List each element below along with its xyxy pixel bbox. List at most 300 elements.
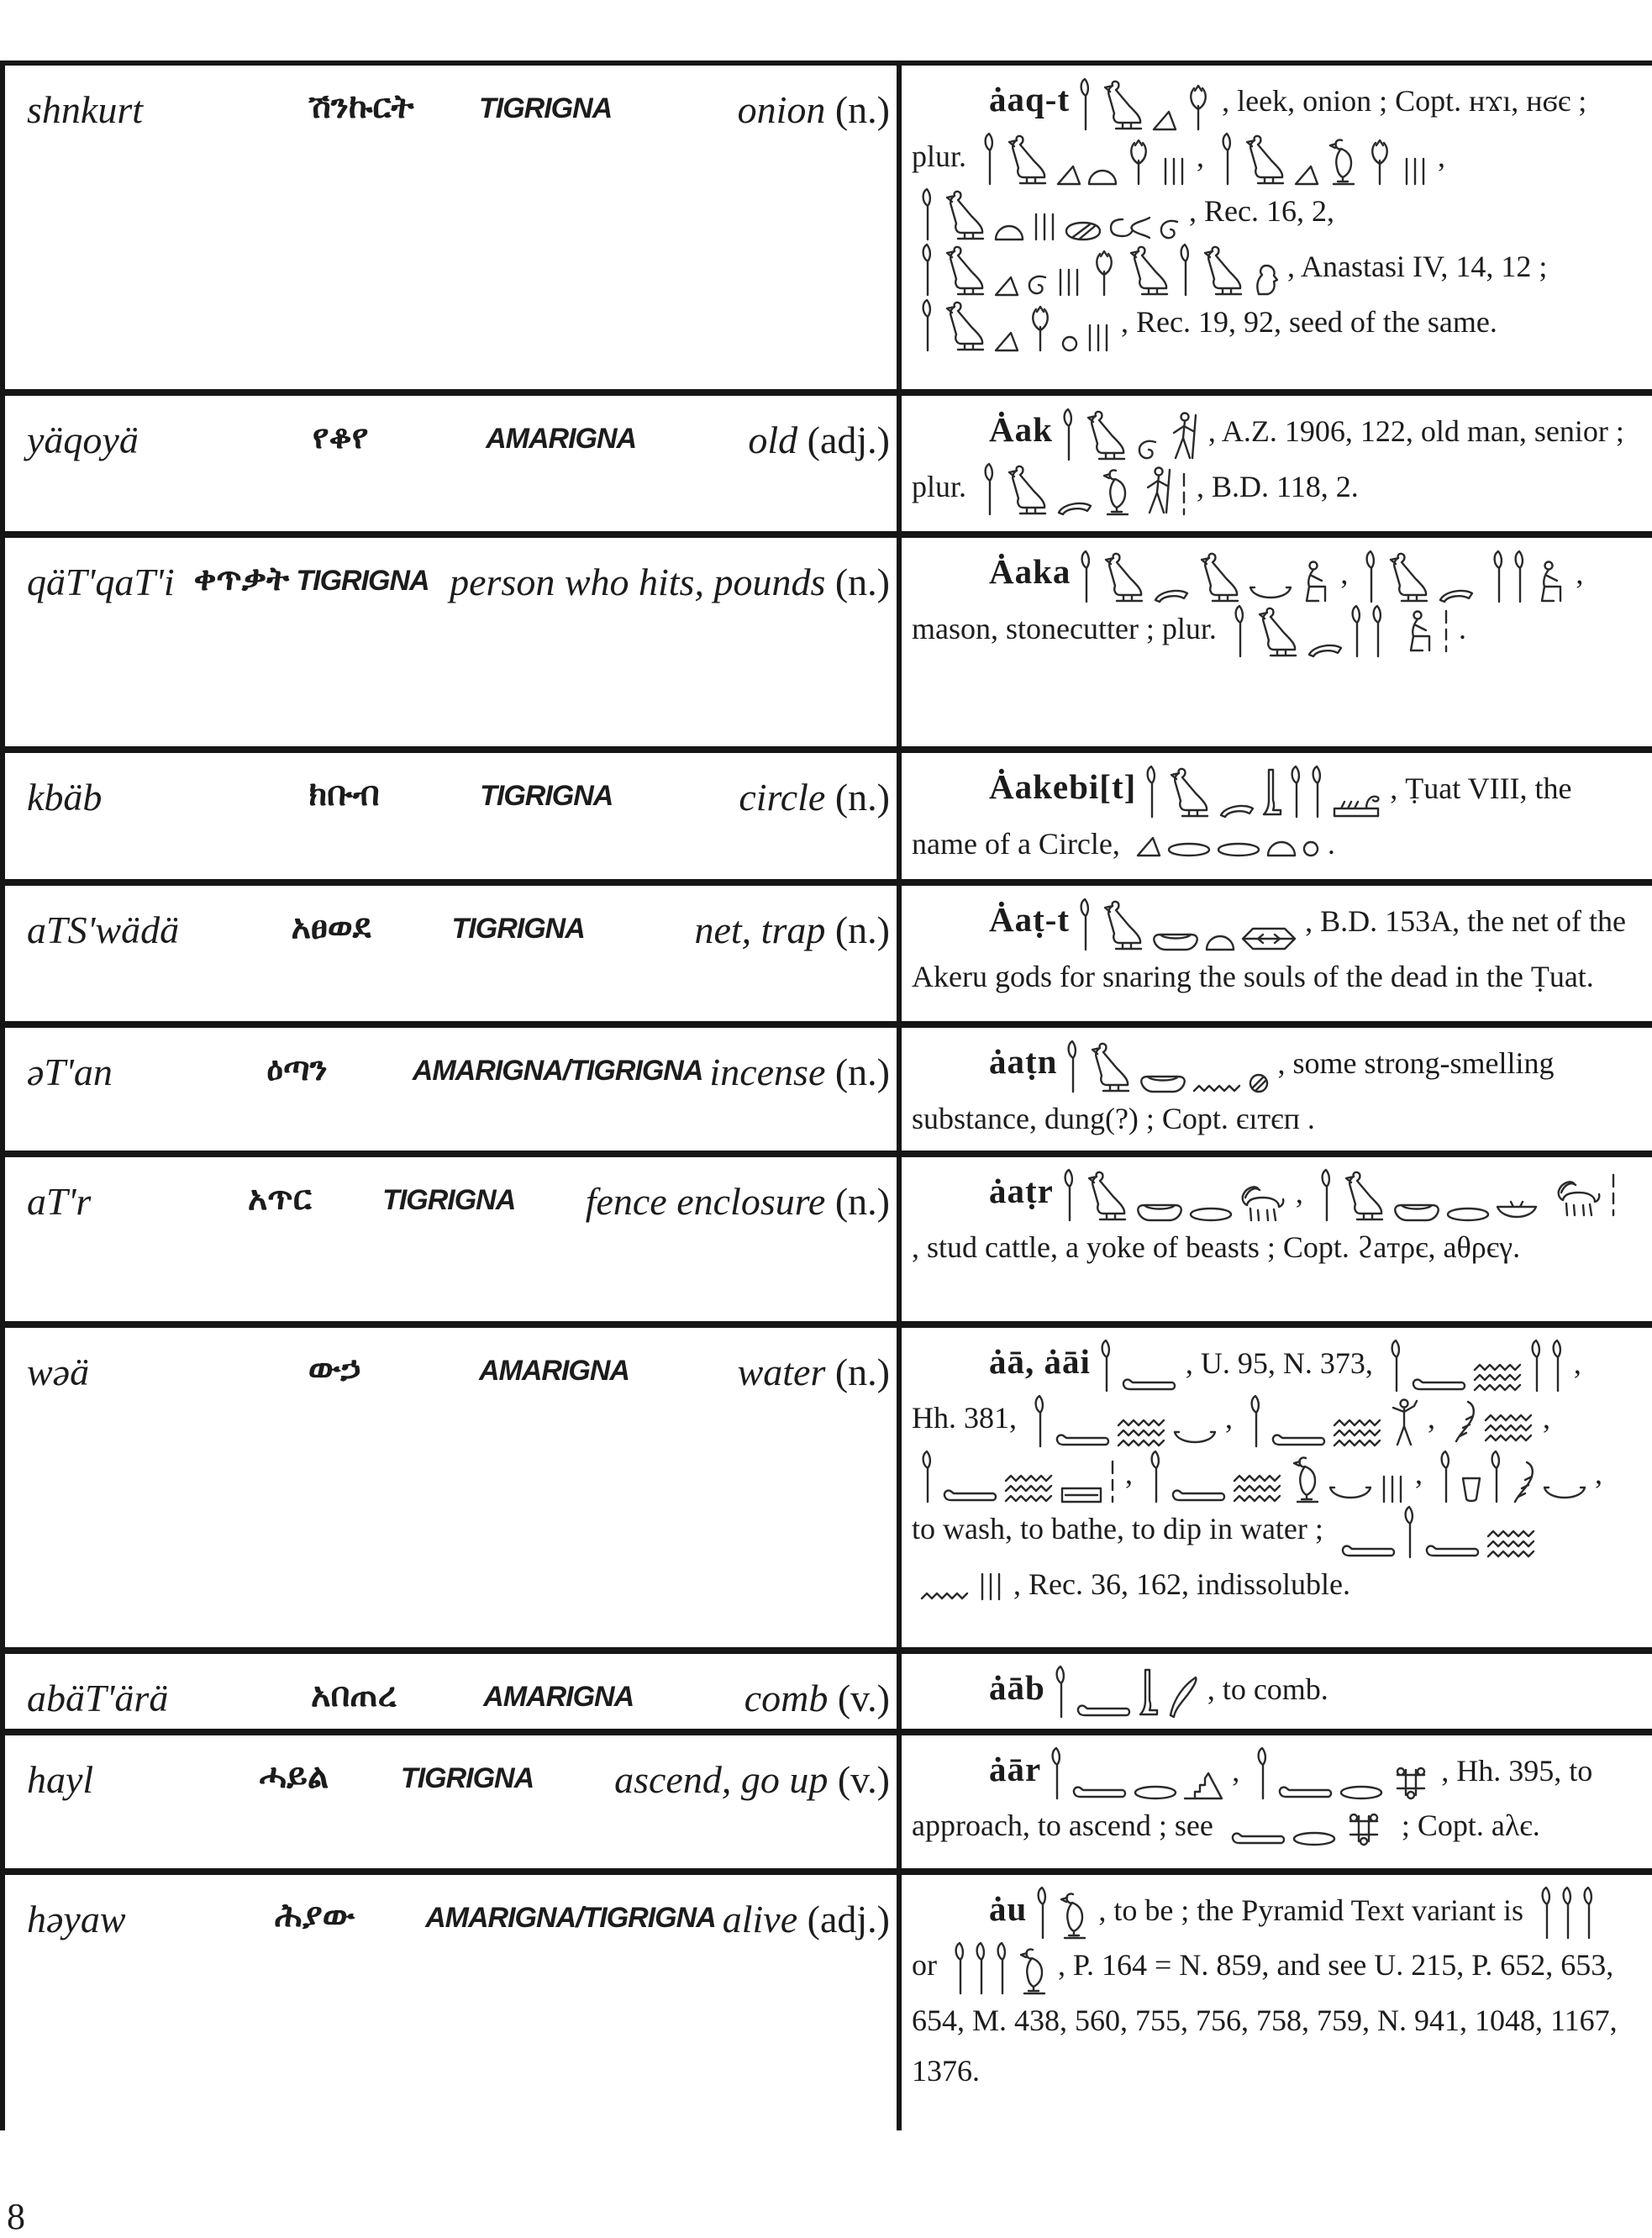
meaning-cell bbox=[450, 560, 890, 604]
meaning-cell bbox=[738, 1350, 890, 1394]
egyptian-entry-cell bbox=[902, 396, 1652, 531]
ethiopic-script: ሽንኩርት bbox=[308, 87, 414, 126]
glyph-arm-icon bbox=[1071, 1783, 1128, 1800]
entry-text: , Anastasi IV, 14, 12 ; bbox=[1287, 250, 1548, 284]
glyph-eagle-icon bbox=[1086, 1041, 1134, 1093]
hieroglyph-group bbox=[1079, 550, 1332, 603]
page-number: 8 bbox=[7, 2196, 25, 2237]
glyph-reed-icon bbox=[1513, 550, 1528, 603]
glyph-reed-icon bbox=[982, 132, 997, 186]
glyph-goat-icon bbox=[1239, 1185, 1287, 1222]
language-tag: TIGRIGNA bbox=[296, 565, 429, 597]
glyph-arm-icon bbox=[941, 1487, 998, 1503]
table-row bbox=[0, 61, 1652, 389]
entry-text: , bbox=[1295, 1175, 1311, 1209]
glyph-reed-icon bbox=[1078, 77, 1093, 131]
headword: hayl bbox=[27, 1757, 94, 1801]
egyptian-entry-cell bbox=[902, 1157, 1652, 1321]
meaning: water bbox=[737, 1350, 826, 1393]
glyph-reed-icon bbox=[1560, 1886, 1576, 1940]
glyph-chick-icon bbox=[1016, 1946, 1050, 1995]
glyph-wedge-icon bbox=[994, 330, 1019, 352]
egyptian-entry-cell bbox=[902, 538, 1652, 746]
glyph-arm-icon bbox=[1075, 1702, 1132, 1719]
glyph-strokes3-icon bbox=[976, 1572, 1005, 1601]
hieroglyph-group bbox=[1144, 765, 1381, 819]
part-of-speech: (n.) bbox=[834, 561, 890, 603]
meaning: incense bbox=[709, 1051, 826, 1093]
glyph-water3-icon bbox=[1117, 1418, 1167, 1448]
table-row bbox=[0, 746, 1652, 879]
hieroglyph-group bbox=[1439, 1450, 1586, 1503]
glyph-strokes1-icon bbox=[1609, 1173, 1618, 1217]
hieroglyph-group bbox=[1389, 1339, 1565, 1393]
glyph-loaf-icon bbox=[1205, 935, 1235, 951]
glyph-reed-icon bbox=[1233, 604, 1248, 658]
glyph-ball-icon bbox=[1249, 1073, 1269, 1093]
ethiopian-side bbox=[0, 1028, 902, 1151]
egyptian-lemma: ȧaṭn bbox=[989, 1042, 1058, 1081]
hieroglyph-group bbox=[1149, 1450, 1407, 1503]
glyph-curl-icon bbox=[1157, 218, 1181, 241]
glyph-basket-icon bbox=[1543, 1485, 1586, 1503]
glyph-leg-icon bbox=[1261, 768, 1283, 819]
glyph-oval-icon bbox=[1339, 1785, 1383, 1800]
table-row bbox=[0, 1729, 1652, 1868]
glyph-reed-icon bbox=[1079, 550, 1094, 603]
glyph-reed-icon bbox=[920, 298, 935, 352]
part-of-speech: (n.) bbox=[834, 1179, 890, 1223]
ethiopian-side bbox=[0, 1328, 902, 1647]
entry-text: , some strong-smelling substance, dung(?) ; Copt. єıтєп . bbox=[912, 1046, 1555, 1135]
table-row bbox=[0, 1321, 1652, 1647]
glyph-sickle-icon bbox=[1307, 641, 1344, 658]
glyph-chick-icon bbox=[1099, 467, 1133, 516]
ethiopic-script: ቀጥቃት bbox=[193, 560, 290, 598]
glyph-reed-icon bbox=[1149, 1450, 1164, 1503]
language-tag: TIGRIGNA bbox=[382, 1183, 516, 1216]
ethiopic-script: የቆየ bbox=[312, 418, 369, 456]
glyph-eagle-icon bbox=[1340, 1170, 1387, 1222]
egyptian-entry-cell bbox=[902, 886, 1652, 1021]
ethiopian-side bbox=[0, 1735, 902, 1868]
egyptian-lemma: ȧāb bbox=[989, 1667, 1045, 1707]
meaning: onion bbox=[737, 88, 826, 131]
meaning-cell bbox=[744, 1676, 890, 1720]
entry-text: , Hh. 381, bbox=[912, 1345, 1581, 1435]
language-tag: AMARIGNA/TIGRIGNA bbox=[425, 1901, 716, 1934]
glyph-oblong-icon bbox=[1393, 1203, 1440, 1222]
glyph-wedge-icon bbox=[1152, 109, 1177, 131]
entry-text: , B.D. 118, 2. bbox=[1197, 469, 1359, 503]
egyptian-entry-cell bbox=[902, 1875, 1652, 2130]
glyph-chick-icon bbox=[1056, 1891, 1090, 1940]
headword: kbäb bbox=[27, 776, 103, 819]
glyph-wedge-icon bbox=[994, 275, 1019, 297]
glyph-arm-icon bbox=[1120, 1376, 1177, 1393]
glyph-oval-icon bbox=[1134, 1785, 1177, 1800]
part-of-speech: (n.) bbox=[834, 776, 890, 819]
glyph-eagle-icon bbox=[1099, 79, 1146, 131]
table-row bbox=[0, 879, 1652, 1021]
ethiopian-side bbox=[0, 1875, 902, 2130]
glyph-strokes3-icon bbox=[1160, 157, 1188, 186]
headword: əT'an bbox=[27, 1051, 113, 1093]
part-of-speech: (v.) bbox=[837, 1676, 890, 1719]
hieroglyph-group bbox=[1078, 898, 1297, 951]
part-of-speech: (adj.) bbox=[807, 1897, 890, 1940]
table-row bbox=[0, 531, 1652, 746]
language-tag: TIGRIGNA bbox=[480, 780, 613, 812]
entry-text: , bbox=[1232, 1753, 1248, 1788]
language-tag: AMARIGNA bbox=[483, 1680, 634, 1713]
glyph-reed-icon bbox=[982, 462, 997, 516]
glyph-water3-icon bbox=[1484, 1413, 1534, 1443]
egyptian-lemma: Ȧakebi[t] bbox=[989, 767, 1137, 806]
dictionary-table bbox=[0, 61, 1652, 2130]
hieroglyph-group bbox=[1255, 1746, 1433, 1800]
egyptian-lemma: ȧu bbox=[989, 1888, 1028, 1928]
hieroglyph-group bbox=[1364, 550, 1475, 603]
glyph-leek-icon bbox=[1365, 139, 1395, 186]
glyph-reed-icon bbox=[953, 1941, 968, 1995]
glyph-loaf-icon bbox=[1266, 840, 1297, 857]
glyph-water3-icon bbox=[1473, 1362, 1523, 1393]
part-of-speech: (n.) bbox=[834, 88, 890, 131]
hieroglyph-group bbox=[1035, 1886, 1090, 1940]
entry-text: ; Copt. aλє. bbox=[1393, 1809, 1540, 1843]
table-row bbox=[0, 1021, 1652, 1151]
entry-text: , bbox=[1438, 139, 1446, 173]
hieroglyph-group bbox=[920, 243, 1279, 297]
entry-text: , to be ; the Pyramid Text variant is bbox=[1098, 1893, 1532, 1927]
glyph-reed-icon bbox=[1550, 1339, 1565, 1393]
glyph-reed-icon bbox=[1065, 1040, 1081, 1093]
glyph-eagle-icon bbox=[1083, 1170, 1130, 1222]
egyptian-lemma: Ȧak bbox=[989, 410, 1053, 449]
egyptian-lemma: Ȧaṭ-t bbox=[989, 900, 1071, 939]
glyph-reed-icon bbox=[1255, 1746, 1271, 1800]
hieroglyph-group bbox=[1062, 1168, 1287, 1222]
meaning-cell bbox=[694, 908, 890, 952]
meaning-cell bbox=[738, 87, 890, 132]
glyph-water3-icon bbox=[1233, 1473, 1283, 1503]
entry-text: , bbox=[1340, 556, 1356, 590]
glyph-reed-icon bbox=[1364, 550, 1379, 603]
entry-text: , Rec. 16, 2, bbox=[1189, 194, 1334, 229]
part-of-speech: (adj.) bbox=[807, 419, 890, 461]
glyph-reed-icon bbox=[1371, 604, 1386, 658]
glyph-eagle-icon bbox=[1099, 899, 1146, 951]
glyph-arm-icon bbox=[1339, 1542, 1397, 1559]
headword: wəä bbox=[27, 1350, 90, 1393]
table-row bbox=[0, 389, 1652, 531]
entry-text: . bbox=[1458, 611, 1466, 645]
language-tag: AMARIGNA bbox=[486, 423, 637, 455]
glyph-chick-icon bbox=[1325, 137, 1359, 186]
glyph-arm-icon bbox=[1229, 1830, 1286, 1846]
glyph-reed-icon bbox=[1033, 1394, 1048, 1448]
glyph-oval-icon bbox=[1189, 1207, 1233, 1222]
glyph-reed-icon bbox=[1078, 898, 1093, 951]
ethiopian-side bbox=[0, 1654, 902, 1729]
glyph-basket-icon bbox=[1249, 585, 1292, 603]
glyph-manstick-icon bbox=[1139, 466, 1174, 516]
entry-text: , Rec. 19, 92, seed of the same. bbox=[1121, 304, 1497, 339]
glyph-reed-icon bbox=[1492, 550, 1507, 603]
glyph-pool-icon bbox=[1060, 1487, 1102, 1503]
egyptian-lemma: ȧaq-t bbox=[989, 80, 1071, 118]
ethiopian-side bbox=[0, 396, 902, 531]
glyph-tusk-icon bbox=[1165, 1675, 1199, 1719]
meaning: alive bbox=[722, 1897, 798, 1940]
part-of-speech: (n.) bbox=[834, 1051, 890, 1093]
glyph-oval-icon bbox=[1292, 1831, 1336, 1846]
glyph-hornbowl-icon bbox=[1496, 1200, 1538, 1222]
glyph-eagle-icon bbox=[1003, 464, 1050, 516]
meaning-cell bbox=[614, 1757, 890, 1802]
entry-text: , to comb. bbox=[1207, 1672, 1328, 1706]
glyph-kneel-icon bbox=[1402, 609, 1436, 653]
hieroglyph-group bbox=[1339, 1505, 1537, 1559]
glyph-cake-icon bbox=[1065, 221, 1102, 241]
hieroglyph-group bbox=[982, 462, 1188, 516]
ethiopic-script: ክቡብ bbox=[308, 775, 380, 814]
ethiopic-script: አበጠረ bbox=[311, 1675, 397, 1714]
language-tag: AMARIGNA bbox=[479, 1354, 629, 1387]
language-tag: TIGRIGNA bbox=[400, 1761, 534, 1794]
glyph-leek-icon bbox=[1025, 305, 1055, 352]
glyph-arm-icon bbox=[1423, 1542, 1481, 1559]
part-of-speech: (n.) bbox=[834, 1350, 890, 1393]
glyph-person-icon bbox=[1389, 1398, 1419, 1448]
language-tag: TIGRIGNA bbox=[451, 913, 585, 945]
meaning-cell bbox=[739, 775, 890, 819]
entry-text: , Rec. 36, 162, indissoluble. bbox=[1013, 1567, 1350, 1601]
glyph-oval-icon bbox=[1167, 842, 1211, 857]
glyph-strokes1-icon bbox=[1180, 472, 1188, 516]
glyph-reed-icon bbox=[1581, 1886, 1597, 1940]
part-of-speech: (n.) bbox=[834, 908, 890, 951]
glyph-strokes3-icon bbox=[1401, 157, 1429, 186]
ethiopic-script: አፀወደ bbox=[291, 908, 371, 946]
glyph-leek-icon bbox=[1089, 250, 1119, 297]
glyph-stairs-icon bbox=[1389, 1765, 1433, 1800]
egyptian-entry-cell bbox=[902, 1328, 1652, 1647]
glyph-leg-icon bbox=[1138, 1668, 1160, 1719]
glyph-eagle-icon bbox=[941, 300, 988, 352]
glyph-reed-icon bbox=[1062, 1168, 1077, 1222]
glyph-leek-icon bbox=[1123, 139, 1154, 186]
glyph-reed-icon bbox=[1439, 1450, 1454, 1503]
glyph-reed-icon bbox=[1319, 1168, 1334, 1222]
glyph-reed-icon bbox=[1389, 1339, 1404, 1393]
glyph-oblong-icon bbox=[1139, 1075, 1186, 1093]
hieroglyph-group bbox=[1249, 1394, 1419, 1448]
entry-text: , Ṭuat VIII, the name of a Circle, bbox=[912, 771, 1572, 861]
hieroglyph-group bbox=[1061, 408, 1200, 461]
entry-text: , leek, onion ; Copt. ʜϫı, ʜϭє ; plur. bbox=[912, 84, 1587, 173]
entry-text: or bbox=[912, 1948, 944, 1983]
glyph-twist-icon bbox=[1510, 1460, 1537, 1503]
glyph-basket-icon bbox=[1173, 1430, 1217, 1448]
hieroglyph-group bbox=[1220, 132, 1429, 186]
ethiopic-script: ዕጣን bbox=[266, 1050, 328, 1088]
ethiopian-side bbox=[0, 1157, 902, 1321]
glyph-water3-icon bbox=[1004, 1473, 1055, 1503]
hieroglyph-group bbox=[1065, 1040, 1269, 1093]
glyph-circle-icon bbox=[1302, 840, 1319, 857]
glyph-reed-icon bbox=[1054, 1665, 1069, 1719]
meaning: comb bbox=[744, 1676, 829, 1719]
glyph-reed-icon bbox=[1310, 765, 1325, 819]
entry-body bbox=[912, 1346, 1602, 1601]
glyph-stairs-icon bbox=[1342, 1811, 1386, 1846]
meaning: ascend, go up bbox=[614, 1757, 829, 1801]
hieroglyph-group bbox=[1229, 1811, 1386, 1846]
meaning: person who hits, pounds bbox=[450, 561, 826, 603]
headword: shnkurt bbox=[27, 88, 143, 131]
headword: qäT'qaT'i bbox=[27, 561, 175, 603]
headword: aTS'wädä bbox=[27, 908, 180, 951]
glyph-sickle-icon bbox=[1153, 587, 1190, 603]
entry-text: , U. 95, N. 373, bbox=[1185, 1345, 1381, 1380]
glyph-reed-icon bbox=[920, 1450, 935, 1503]
language-tag: TIGRIGNA bbox=[479, 92, 613, 124]
glyph-reed-icon bbox=[1220, 132, 1235, 186]
table-row bbox=[0, 1151, 1652, 1321]
glyph-reed-icon bbox=[1061, 408, 1076, 461]
glyph-reed-icon bbox=[1529, 1339, 1544, 1393]
hieroglyph-group bbox=[920, 298, 1113, 352]
glyph-oblong-icon bbox=[1136, 1203, 1183, 1222]
hieroglyph-group bbox=[920, 187, 1181, 241]
glyph-rope-icon bbox=[1107, 214, 1151, 241]
glyph-eagle-icon bbox=[1165, 766, 1213, 819]
glyph-vase-icon bbox=[1460, 1477, 1483, 1503]
glyph-net-icon bbox=[1241, 926, 1297, 951]
meaning: circle bbox=[739, 776, 826, 819]
hieroglyph-group bbox=[1492, 550, 1567, 603]
glyph-reed-icon bbox=[974, 1941, 989, 1995]
entry-text: , bbox=[1428, 1401, 1443, 1435]
egyptian-entry-cell bbox=[902, 753, 1652, 879]
egyptian-lemma: ȧaṭr bbox=[989, 1171, 1054, 1210]
entry-text: , A.Z. 1906, 122, old man, senior ; plur. bbox=[912, 414, 1624, 503]
meaning-cell bbox=[709, 1050, 890, 1094]
hieroglyph-group bbox=[1451, 1399, 1534, 1443]
glyph-loaf-icon bbox=[1087, 169, 1118, 186]
glyph-wedge-icon bbox=[1136, 835, 1161, 857]
glyph-oval-icon bbox=[1217, 842, 1260, 857]
glyph-leek-icon bbox=[1183, 84, 1213, 131]
table-row bbox=[0, 1647, 1652, 1729]
hieroglyph-group bbox=[1050, 1746, 1223, 1800]
entry-body bbox=[1045, 1672, 1328, 1706]
glyph-reed-icon bbox=[1489, 1450, 1504, 1503]
meaning: fence enclosure bbox=[585, 1179, 826, 1223]
entry-body bbox=[912, 84, 1586, 339]
hieroglyph-group bbox=[920, 1450, 1117, 1503]
hieroglyph-group bbox=[982, 132, 1188, 186]
glyph-sickle-icon bbox=[1438, 587, 1475, 603]
glyph-eagle-icon bbox=[1241, 134, 1288, 186]
entry-text: , bbox=[1125, 1456, 1140, 1491]
glyph-oblong-icon bbox=[1152, 933, 1199, 951]
entry-text: , P. 164 = N. 859, and see U. 215, P. 652, 653, 654, M. 438, 560, 755, 756, 758, 759, N. 941, 1048, 1167, 1376. bbox=[912, 1948, 1618, 2088]
meaning: old bbox=[748, 419, 798, 461]
egyptian-entry-cell bbox=[902, 1735, 1652, 1868]
glyph-loaf-icon bbox=[994, 224, 1024, 241]
egyptian-lemma: Ȧaka bbox=[989, 552, 1071, 591]
glyph-arm-icon bbox=[1054, 1431, 1111, 1448]
glyph-eagle-icon bbox=[1196, 551, 1243, 603]
glyph-water3-icon bbox=[1486, 1529, 1537, 1559]
hieroglyph-group bbox=[1136, 835, 1319, 857]
entry-text: , to wash, to bathe, to dip in water ; bbox=[912, 1456, 1602, 1546]
glyph-strokes1-icon bbox=[1442, 609, 1450, 653]
glyph-reed-icon bbox=[1050, 1746, 1065, 1800]
glyph-head-icon bbox=[1252, 263, 1279, 297]
glyph-water3-icon bbox=[1333, 1418, 1383, 1448]
glyph-stand-icon bbox=[1331, 792, 1381, 819]
glyph-arm-icon bbox=[1410, 1376, 1467, 1393]
hieroglyph-group bbox=[1099, 1339, 1177, 1393]
glyph-water-icon bbox=[920, 1591, 971, 1601]
language-tag: AMARIGNA/TIGRIGNA bbox=[412, 1055, 703, 1087]
hieroglyph-group bbox=[1319, 1168, 1538, 1222]
entry-text: , bbox=[1197, 139, 1213, 173]
headword: aT'r bbox=[27, 1179, 92, 1223]
glyph-goat-icon bbox=[1555, 1180, 1603, 1217]
headword: abäT'ärä bbox=[27, 1676, 169, 1719]
ethiopian-side bbox=[0, 66, 902, 389]
egyptian-entry-cell bbox=[902, 1028, 1652, 1151]
glyph-reed-icon bbox=[1099, 1339, 1114, 1393]
glyph-kneel-icon bbox=[1298, 560, 1332, 603]
hieroglyph-group bbox=[1402, 609, 1450, 653]
entry-text: , bbox=[1415, 1456, 1430, 1491]
glyph-eagle-icon bbox=[1082, 409, 1129, 461]
hieroglyph-group bbox=[1054, 1665, 1199, 1719]
glyph-reed-icon bbox=[995, 1941, 1010, 1995]
egyptian-lemma: ȧā, ȧāi bbox=[989, 1341, 1091, 1381]
ethiopic-script: ሕያው bbox=[274, 1896, 355, 1935]
ethiopian-side bbox=[0, 753, 902, 879]
part-of-speech: (v.) bbox=[837, 1757, 890, 1801]
entry-text: , stud cattle, a yoke of beasts ; Copt. ϩaтρє, aθρєγ. bbox=[912, 1230, 1521, 1265]
glyph-curl-icon bbox=[1025, 273, 1049, 297]
hieroglyph-group bbox=[1539, 1886, 1597, 1940]
glyph-chick-icon bbox=[1289, 1455, 1323, 1503]
glyph-reed-icon bbox=[1539, 1886, 1555, 1940]
ethiopian-side bbox=[0, 886, 902, 1021]
ethiopian-side bbox=[0, 538, 902, 746]
glyph-arm-icon bbox=[1170, 1487, 1227, 1503]
glyph-eagle-icon bbox=[1003, 134, 1050, 186]
glyph-curl-icon bbox=[1135, 438, 1159, 461]
table-row bbox=[0, 1868, 1652, 2130]
glyph-strokes1-icon bbox=[1108, 1460, 1117, 1503]
glyph-reed-icon bbox=[920, 187, 935, 241]
glyph-strokes3-icon bbox=[1030, 213, 1059, 241]
glyph-eagle-icon bbox=[1254, 606, 1301, 658]
glyph-strokes3-icon bbox=[1055, 268, 1083, 297]
glyph-water-icon bbox=[1192, 1083, 1243, 1093]
glyph-reed-icon bbox=[1144, 765, 1160, 819]
hieroglyph-group bbox=[920, 1572, 1005, 1601]
hieroglyph-group bbox=[1078, 77, 1213, 131]
